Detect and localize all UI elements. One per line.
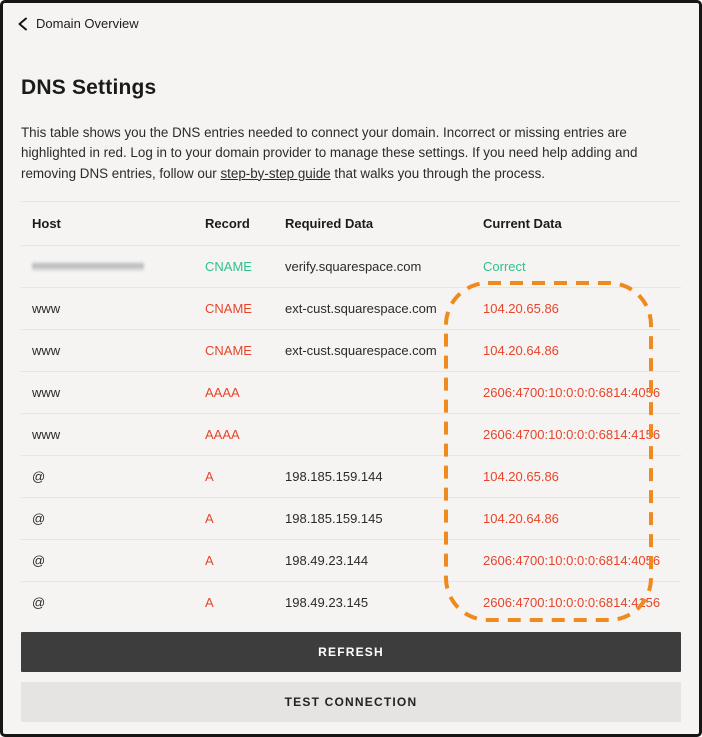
required-data-cell: verify.squarespace.com [285,259,422,274]
chevron-left-icon [17,17,29,31]
table-row [21,582,681,623]
back-button[interactable] [17,16,139,31]
column-header-current-data: Current Data [483,216,562,231]
current-data-cell: 104.20.65.86 [483,301,559,316]
table-header-row [21,201,681,246]
host-cell: www [32,385,61,400]
required-data-cell: 198.185.159.145 [285,511,383,526]
current-data-cell: 104.20.64.86 [483,343,559,358]
record-cell: CNAME [205,259,252,274]
table-row [21,414,681,456]
record-cell: A [205,595,214,610]
record-cell: A [205,469,214,484]
host-cell: www [32,343,61,358]
page-title: DNS Settings [21,75,157,99]
back-label: Domain Overview [36,16,139,31]
table-row [21,246,681,288]
table-row [21,330,681,372]
host-cell [21,262,205,271]
refresh-button[interactable]: REFRESH [21,632,681,672]
step-by-step-guide-link[interactable]: step-by-step guide [220,165,331,181]
required-data-cell: ext-cust.squarespace.com [285,343,437,358]
record-cell: AAAA [205,385,240,400]
column-header-record: Record [205,216,250,231]
required-data-cell: ext-cust.squarespace.com [285,301,437,316]
table-row [21,456,681,498]
host-cell: www [32,301,61,316]
record-cell: A [205,511,214,526]
host-cell: @ [32,469,46,484]
current-data-cell: 2606:4700:10:0:0:0:6814:4056 [483,385,661,400]
current-data-cell: 2606:4700:10:0:0:0:6814:4056 [483,553,661,568]
record-cell: CNAME [205,343,252,358]
current-data-cell: 2606:4700:10:0:0:0:6814:4156 [483,595,661,610]
table-row [21,540,681,582]
record-cell: CNAME [205,301,252,316]
record-cell: AAAA [205,427,240,442]
record-cell: A [205,553,214,568]
column-header-host: Host [32,216,61,231]
current-data-cell: 104.20.64.86 [483,511,559,526]
current-data-cell: Correct [483,259,526,274]
dns-table-body [21,246,681,623]
required-data-cell: 198.49.23.145 [285,595,369,610]
required-data-cell: 198.49.23.144 [285,553,369,568]
test-connection-button[interactable]: TEST CONNECTION [21,682,681,722]
table-row [21,372,681,414]
redacted-host-value [32,262,144,271]
table-row [21,498,681,540]
dns-table [21,201,681,623]
table-row [21,288,681,330]
top-bar [3,3,699,36]
current-data-cell: 2606:4700:10:0:0:0:6814:4156 [483,427,661,442]
required-data-cell: 198.185.159.144 [285,469,383,484]
description-text [21,123,681,185]
description-before-link: This table shows you the DNS entries needed to connect your domain. Incorrect or missing entries are highlighted in red. Log in to your domain provider to manage these settings. If you need help adding and removing DNS entries, follow our [21,124,638,181]
description-after-link: that walks you through the process. [330,165,545,181]
current-data-cell: 104.20.65.86 [483,469,559,484]
host-cell: @ [32,511,46,526]
host-cell: @ [32,553,46,568]
column-header-required-data: Required Data [285,216,374,231]
host-cell: @ [32,595,46,610]
host-cell: www [32,427,61,442]
